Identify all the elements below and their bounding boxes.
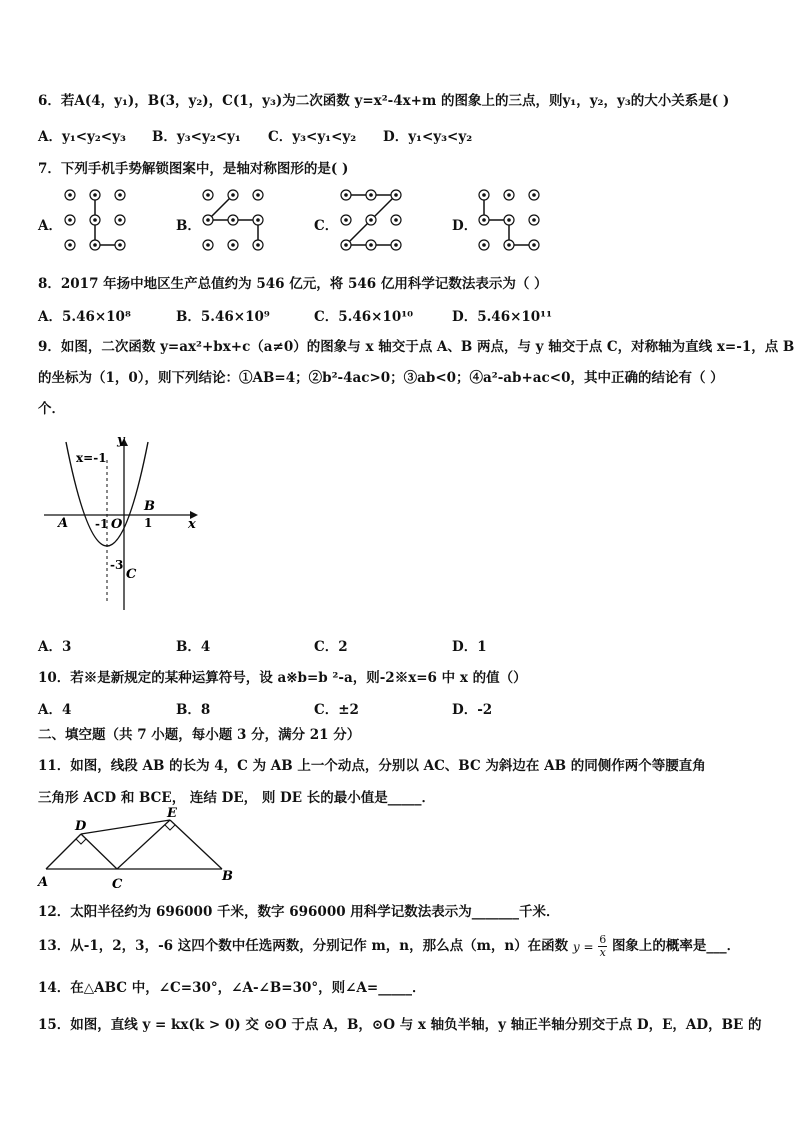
lock-dot-center [344, 218, 348, 222]
q10-option-c: C．±2 [314, 702, 359, 718]
pattern-b-figure [196, 185, 270, 255]
q11-label-e: E [167, 806, 177, 821]
lock-dot-center [206, 193, 210, 197]
q6-option-d: D．y₁<y₃<y₂ [383, 129, 473, 145]
q11-label-b: B [222, 869, 233, 884]
q9-option-a: A．3 [38, 639, 72, 655]
q9-option-b: B．4 [176, 639, 211, 655]
q10-stem: 10．若※是新规定的某种运算符号，设 a※b=b ²-a，则-2※x=6 中 x 的值（） [38, 670, 527, 686]
section2-heading: 二、填空题（共 7 小题，每小题 3 分，满分 21 分） [38, 727, 361, 743]
q11-label-d: D [75, 819, 87, 834]
q9-label-o: O [111, 517, 123, 532]
lock-dot-center [482, 243, 486, 247]
q8-option-d: D．5.46×10¹¹ [452, 309, 553, 325]
q6-option-a: A．y₁<y₂<y₃ [38, 129, 126, 145]
lock-dot-center [394, 218, 398, 222]
q14-stem: 14．在△ABC 中，∠C=30°，∠A-∠B=30°，则∠A=_____． [38, 980, 426, 996]
q7-stem: 7．下列手机手势解锁图案中，是轴对称图形的是( ) [38, 161, 349, 177]
q9-label-axis: x=-1 [76, 451, 107, 465]
q9-label-x: x [188, 517, 196, 532]
q15-stem: 15．如图，直线 y = kx(k > 0) 交 ⊙O 于点 A，B，⊙O 与 x 轴负半轴，y 轴正半轴分别交于点 D，E，AD，BE 的 [38, 1017, 762, 1033]
q11-stem-line2: 三角形 ACD 和 BCE， 连结 DE， 则 DE 长的最小值是_____． [38, 790, 435, 806]
q9-option-c: C．2 [314, 639, 348, 655]
q9-label-y: y [117, 433, 125, 448]
lock-dot-center [118, 218, 122, 222]
q9-label-b: B [144, 499, 155, 514]
lock-dot-center [206, 243, 210, 247]
lock-dot-center [231, 193, 235, 197]
q8-stem: 8．2017 年扬中地区生产总值约为 546 亿元，将 546 亿用科学记数法表示为（ ） [38, 276, 548, 292]
lock-dot-center [118, 243, 122, 247]
q11-triangle-figure [36, 806, 236, 892]
q9-stem-line1: 9．如图，二次函数 y=ax²+bx+c（a≠0）的图象与 x 轴交于点 A、B 两点，与 y 轴交于点 C，对称轴为直线 x=-1，点 B [38, 339, 794, 355]
q13-text-after: 图象上的概率是___． [611, 938, 741, 954]
lock-dot-center [369, 218, 373, 222]
q9-stem-line2: 的坐标为（1，0），则下列结论：①AB=4；②b²-4ac>0；③ab<0；④a²-ab+ac<0，其中正确的结论有（ ） [38, 370, 724, 386]
q13-fn-den: x [599, 946, 606, 959]
pattern-a-figure [58, 185, 132, 255]
q11-label-c: C [112, 877, 123, 892]
lock-dot-center [256, 193, 260, 197]
q13-stem [38, 934, 740, 959]
lock-dot-center [118, 193, 122, 197]
q10-option-d: D．-2 [452, 702, 493, 718]
lock-dot-center [93, 218, 97, 222]
q11-stem-line1: 11．如图，线段 AB 的长为 4，C 为 AB 上一个动点，分别以 AC、BC 为斜边在 AB 的同侧作两个等腰直角 [38, 758, 706, 774]
q6-option-c: C．y₃<y₁<y₂ [268, 129, 357, 145]
q7-option-c-letter: C． [314, 218, 339, 234]
q9-label-1: 1 [144, 516, 153, 530]
lock-dot-center [93, 243, 97, 247]
q11-label-a: A [38, 875, 49, 890]
lock-dot-center [344, 243, 348, 247]
q9-option-d: D．1 [452, 639, 487, 655]
lock-dot-center [532, 218, 536, 222]
lock-dot-center [344, 193, 348, 197]
lock-dot-center [369, 193, 373, 197]
lock-dot-center [369, 243, 373, 247]
q7-option-b-letter: B． [176, 218, 201, 234]
q9-label-c: C [126, 567, 137, 582]
pattern-c-figure [334, 185, 408, 255]
lock-dot-center [507, 243, 511, 247]
q13-fraction [598, 934, 607, 959]
lock-dot-center [507, 193, 511, 197]
lock-dot-center [93, 193, 97, 197]
q9-label-a: A [58, 516, 69, 531]
lock-dot-center [256, 218, 260, 222]
q8-option-c: C．5.46×10¹⁰ [314, 309, 414, 325]
q9-stem-line3: 个． [38, 401, 65, 417]
q6-option-b: B．y₃<y₂<y₁ [152, 129, 241, 145]
lock-dot-center [507, 218, 511, 222]
lock-dot-center [482, 218, 486, 222]
q9-parabola-figure [40, 430, 210, 615]
lock-dot-center [482, 193, 486, 197]
q10-option-a: A．4 [38, 702, 72, 718]
q7-option-a-letter: A． [38, 218, 62, 234]
q13-fn-num: 6 [599, 933, 607, 946]
q13-text-before: 13．从-1，2，3，-6 这四个数中任选两数，分别记作 m，n，那么点（m，n）在函数 [38, 938, 569, 954]
lock-dot-center [532, 193, 536, 197]
lock-dot-center [394, 243, 398, 247]
lock-dot-center [532, 243, 536, 247]
q10-option-b: B．8 [176, 702, 211, 718]
lock-dot-center [68, 218, 72, 222]
lock-dot-center [68, 243, 72, 247]
q12-stem: 12．太阳半径约为 696000 千米，数字 696000 用科学记数法表示为_______千米． [38, 904, 560, 920]
lock-dot-center [231, 218, 235, 222]
q8-option-a: A．5.46×10⁸ [38, 309, 131, 325]
q9-label-neg3: -3 [110, 558, 124, 572]
lock-dot-center [68, 193, 72, 197]
q6-stem: 6．若A(4，y₁)，B(3，y₂)，C(1，y₃)为二次函数 y=x²-4x+m 的图象上的三点，则y₁，y₂，y₃的大小关系是( ) [38, 93, 730, 109]
lock-dot-center [231, 243, 235, 247]
q13-fn-y: y = [572, 939, 594, 954]
lock-dot-center [394, 193, 398, 197]
q8-option-b: B．5.46×10⁹ [176, 309, 270, 325]
lock-dot-center [206, 218, 210, 222]
q7-option-d-letter: D． [452, 218, 478, 234]
pattern-d-figure [472, 185, 546, 255]
q9-label-neg1: -1 [95, 517, 109, 531]
lock-dot-center [256, 243, 260, 247]
